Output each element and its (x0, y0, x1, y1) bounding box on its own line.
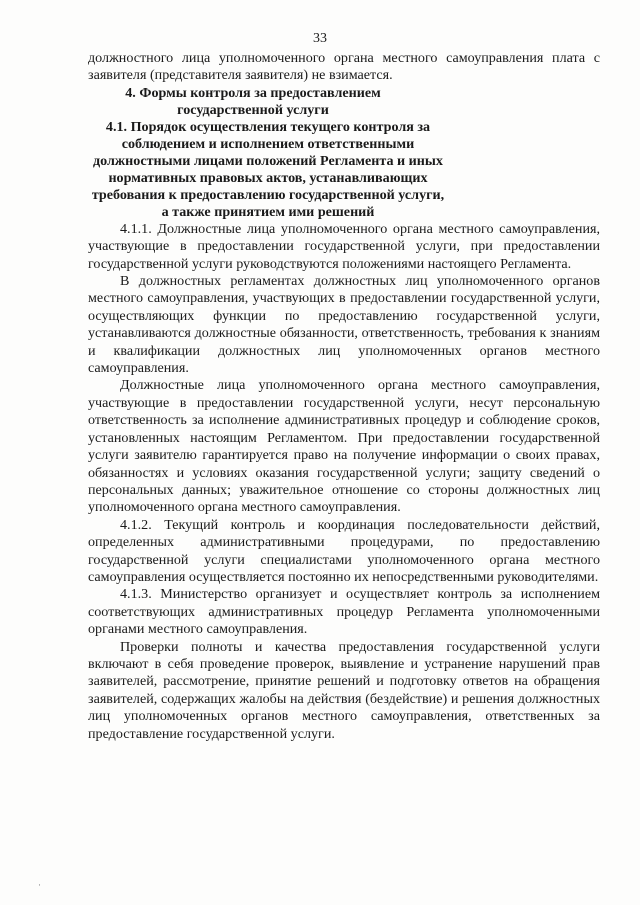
paragraph-inspections: Проверки полноты и качества предоставления государственной услуги включают в себя проведение проверок, выявление и устранение нарушений прав заявителей, рассмотрение, принятие решений и подготовку ответов на обращения заявителей, содержащих жалобы на действия (бездействие) и решения должностных лиц уполномоченных органов местного самоуправления, ответственных за предоставление государственной услуги. (88, 638, 600, 742)
paragraph-4-1-1: 4.1.1. Должностные лица уполномоченного органа местного самоуправления, участвующие в предоставлении государственной услуги, при предоставлении государственной услуги руководствуются положениями настоящего Регламента. (88, 220, 600, 272)
paragraph-job-regulations: В должностных регламентах должностных лиц уполномоченного органов местного самоуправления, участвующих в предоставлении государственной услуги, осуществляющих функции по предоставлению государственной услуги, устанавливаются должностные обязанности, ответственность, требования к знаниям и квалификации должностных лиц уполномоченных органов местного самоуправления. (88, 273, 600, 377)
intro-paragraph: должностного лица уполномоченного органа местного самоуправления плата с заявителя (представителя заявителя) не взимается. (88, 50, 600, 84)
section-heading: 4. Формы контроля за предоставлением государственной услуги (125, 84, 381, 118)
document-body (88, 50, 600, 743)
paragraph-responsibility: Должностные лица уполномоченного органа местного самоуправления, участвующие в предоставлении государственной услуги, несут персональную ответственность за исполнение административных процедур и соблюдение сроков, установленных настоящим Регламентом. При предоставлении государственной услуги заявителю гарантируется право на получение информации о своих правах, обязанностях и условиях оказания государственной услуги; защиту сведений о персональных данных; уважительное отношение со стороны должностных лиц уполномоченного органа местного самоуправления. (88, 377, 600, 516)
subsection-heading: 4.1. Порядок осуществления текущего контроля за соблюдением и исполнением ответственными должностными лицами положений Регламента и иных нормативных правовых актов, устанавливающих требования к предоставлению государственной услуги, а также принятием ими решений (91, 118, 445, 220)
paragraph-4-1-3: 4.1.3. Министерство организует и осуществляет контроль за исполнением соответствующих административных процедур Регламента уполномоченными органами местного самоуправления. (88, 586, 600, 638)
paragraph-4-1-2: 4.1.2. Текущий контроль и координация последовательности действий, определенных административными процедурами, по предоставлению государственной услуги специалистами уполномоченного органа местного самоуправления осуществляется постоянно их непосредственными руководителями. (88, 516, 600, 585)
page-number: 33 (313, 31, 327, 46)
scan-artifact: · (38, 880, 41, 890)
